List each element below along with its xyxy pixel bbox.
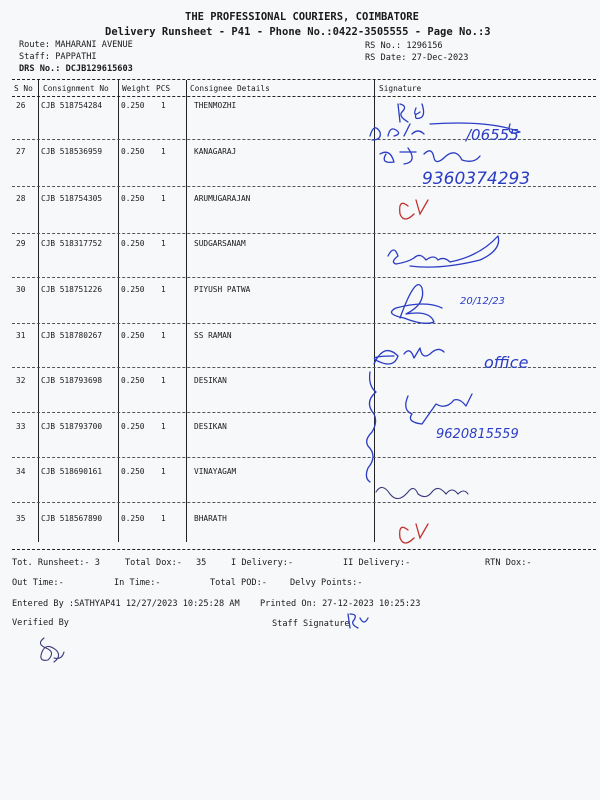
row-consignment: CJB 518793698 [41,376,103,385]
row-divider [12,233,596,234]
row-divider [12,457,596,458]
row-consignee: VINAYAGAM [194,467,237,476]
row-pcs: 1 [161,467,166,476]
handwritten-office: office [484,353,529,372]
table-header-rule [12,96,596,97]
col-divider [186,80,187,542]
row-sno: 32 [16,376,26,385]
col-divider [374,80,375,542]
col-header-sno: S No [14,84,33,93]
row-consignee: DESIKAN [194,422,227,431]
runsheet-line: Delivery Runsheet - P41 - Phone No.:0422-3505555 - Page No.:3 [105,26,491,38]
total-pod: Total POD:- [210,578,267,588]
row-sno: 31 [16,331,26,340]
row-consignment: CJB 518751226 [41,285,103,294]
signature-scribbles [360,96,600,556]
signature-34 [376,487,468,498]
svg-text:/06555: /06555 [466,126,519,144]
row-pcs: 1 [161,101,166,110]
row-consignment: CJB 518754284 [41,101,103,110]
row-sno: 30 [16,285,26,294]
row-sno: 34 [16,467,26,476]
printed-on: Printed On: 27-12-2023 10:25:23 [260,599,421,609]
row-consignment: CJB 518690161 [41,467,103,476]
signature-35 [400,524,428,543]
row-consignee: DESIKAN [194,376,227,385]
row-consignee: SS RAMAN [194,331,232,340]
row-divider [12,277,596,278]
row-consignee: BHARATH [194,514,227,523]
signature-28 [400,200,428,219]
col-header-consignee: Consignee Details [190,84,270,93]
row-weight: 0.250 [121,331,145,340]
row-consignment: CJB 518317752 [41,239,103,248]
verifier-signature [30,630,80,670]
row-divider [12,323,596,324]
i-delivery: I Delivery:- [231,558,294,568]
row-pcs: 1 [161,285,166,294]
row-divider [12,502,596,503]
row-pcs: 1 [161,239,166,248]
row-consignee: PIYUSH PATWA [194,285,251,294]
handwritten-date: 20/12/23 [460,296,505,307]
row-consignee: THENMOZHI [194,101,237,110]
row-consignment: CJB 518780267 [41,331,103,340]
staff-signature-label: Staff Signature [272,619,350,629]
row-weight: 0.250 [121,101,145,110]
row-sno: 33 [16,422,26,431]
rs-date: RS Date: 27-Dec-2023 [365,53,469,63]
row-consignee: KANAGARAJ [194,147,237,156]
row-divider [12,367,596,368]
row-divider [12,139,596,140]
signature-32 [406,394,472,424]
row-weight: 0.250 [121,467,145,476]
row-consignee: SUDGARSANAM [194,239,246,248]
footer-top-rule [12,549,596,550]
signature-29 [388,236,499,267]
row-divider [12,186,596,187]
row-consignee: ARUMUGARAJAN [194,194,251,203]
row-sno: 35 [16,514,26,523]
row-consignment: CJB 518754305 [41,194,103,203]
row-sno: 26 [16,101,26,110]
row-pcs: 1 [161,147,166,156]
row-pcs: 1 [161,331,166,340]
col-divider [118,80,119,542]
row-divider [12,412,596,413]
in-time: In Time:- [114,578,161,588]
row-weight: 0.250 [121,239,145,248]
table-top-rule [12,79,596,80]
rs-number: RS No.: 1296156 [365,41,443,51]
row-weight: 0.250 [121,285,145,294]
row-pcs: 1 [161,376,166,385]
delvy-points: Delvy Points:- [290,578,363,588]
row-consignment: CJB 518536959 [41,147,103,156]
row-consignment: CJB 518567890 [41,514,103,523]
company-title: THE PROFESSIONAL COURIERS, COIMBATORE [185,11,419,23]
rtn-dox: RTN Dox:- [485,558,532,568]
signature-31 [374,348,444,364]
row-pcs: 1 [161,514,166,523]
col-divider [38,80,39,542]
ii-delivery: II Delivery:- [343,558,411,568]
row-pcs: 1 [161,422,166,431]
row-sno: 29 [16,239,26,248]
row-weight: 0.250 [121,147,145,156]
drs-number: DRS No.: DCJB129615603 [19,64,133,74]
total-dox-label: Total Dox:- [125,558,182,568]
entered-by: Entered By :SATHYAP41 12/27/2023 10:25:28 AM [12,599,240,609]
signature-27 [380,148,480,164]
signature-30 [392,285,443,324]
signature-26 [398,104,424,122]
row-weight: 0.250 [121,194,145,203]
verified-by: Verified By [12,618,69,628]
handwritten-phone-1: 9360374293 [422,169,531,189]
row-weight: 0.250 [121,376,145,385]
row-pcs: 1 [161,194,166,203]
row-sno: 27 [16,147,26,156]
row-weight: 0.250 [121,514,145,523]
total-dox-value: 35 [196,558,207,568]
out-time: Out Time:- [12,578,64,588]
staff-text: Staff: PAPPATHI [19,52,97,62]
col-header-consignment: Consignment No [43,84,109,93]
col-header-pcs: PCS [156,84,171,93]
tot-runsheet: Tot. Runsheet:- 3 [12,558,100,568]
route-text: Route: MAHARANI AVENUE [19,40,133,50]
col-header-weight: Weight [122,84,151,93]
row-sno: 28 [16,194,26,203]
row-weight: 0.250 [121,422,145,431]
row-consignment: CJB 518793700 [41,422,103,431]
handwritten-phone-2: 9620815559 [436,427,519,442]
col-header-signature: Signature [379,84,422,93]
